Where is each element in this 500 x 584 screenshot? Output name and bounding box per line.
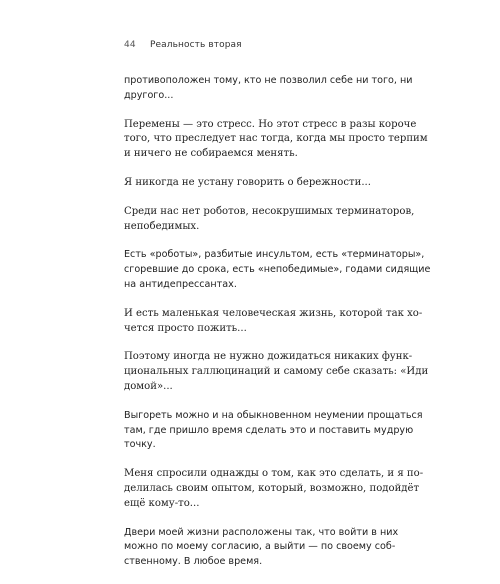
text-line: там, где пришло время сделать это и поставить мудрую [124,424,414,436]
text-line: можно по моему согласию, а выйти — по своему соб- [124,541,396,553]
text-line: Двери моей жизни расположены так, что войти в них [124,526,399,538]
text-line: непобедимых. [124,220,200,232]
body-text [124,74,431,584]
text-line: того, что преследует нас тогда, когда мы просто терпим [124,133,428,145]
paragraph [124,307,423,337]
text-line: домой»... [124,380,173,392]
text-line: другого... [124,89,174,101]
paragraph [124,467,424,511]
text-line: Меня спросили однажды о том, как это сделать, и я по- [124,468,424,480]
text-line: И есть маленькая человеческая жизнь, которой так хо- [124,307,423,319]
text-line: чется просто пожить... [124,322,247,334]
paragraph [124,526,399,570]
paragraph [124,409,423,453]
paragraph [124,205,415,235]
text-line: циональных галлюцинаций и самому себе сказать: «Иди [124,366,429,378]
text-line: точку. [124,439,156,451]
text-line: Среди нас нет роботов, несокрушимых терминаторов, [124,205,415,217]
text-line: сгоревшие до срока, есть «непобедимые», годами сидящие [124,264,431,276]
text-line: Перемены — это стресс. Но этот стресс в разы короче [124,118,417,130]
text-line: Поэтому иногда не нужно дожидаться никаких функ- [124,351,413,363]
text-line: на антидепрессантах. [124,278,237,290]
text-line: Выгореть можно и на обыкновенном неумении прощаться [124,409,423,421]
paragraph [124,248,431,292]
text-line: делилась своим опытом, который, возможно, подойдёт [124,482,420,494]
text-line: и ничего не собираемся менять. [124,148,298,160]
running-header [124,40,242,50]
text-line: ещё кому-то... [124,497,200,509]
paragraph [124,74,413,104]
page-number: 44 [124,40,136,50]
text-line: противоположен тому, кто не позволил себе ни того, ни [124,75,413,86]
running-title: Реальность вторая [150,40,242,50]
paragraph [124,350,429,394]
text-line: Есть «роботы», разбитые инсультом, есть «терминаторы», [124,249,425,261]
paragraph [124,118,428,162]
paragraph [124,176,382,191]
text-line: ственному. В любое время. [124,556,263,568]
text-line: Я никогда не устану говорить о бережности... [124,176,371,188]
